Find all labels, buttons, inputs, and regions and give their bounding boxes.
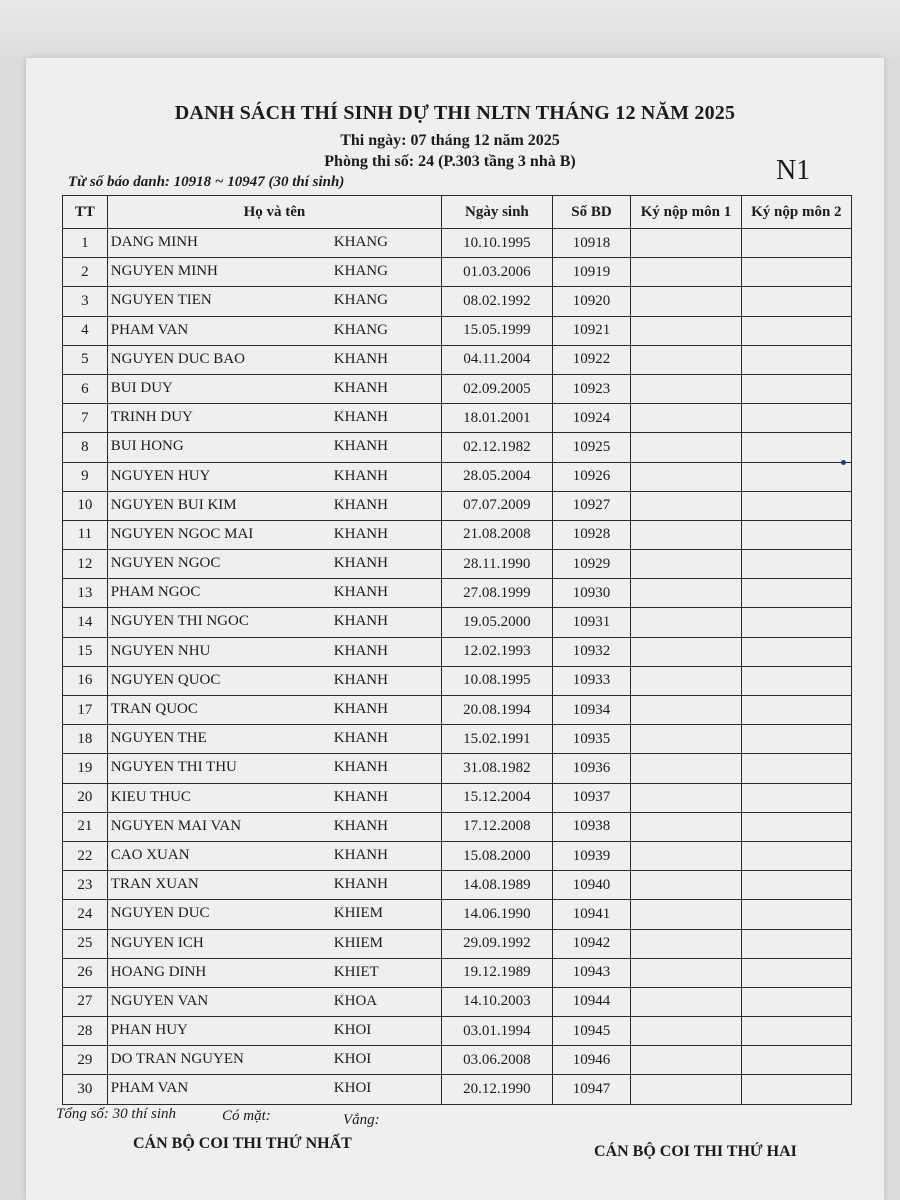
exam-date: Thi ngày: 07 tháng 12 năm 2025 (340, 132, 560, 149)
candidate-dob: 15.12.2004 (442, 783, 553, 812)
signature-cell-1[interactable] (631, 462, 741, 491)
candidate-number: 10942 (552, 929, 631, 958)
row-number: 10 (63, 491, 108, 520)
candidate-dob: 29.09.1992 (442, 929, 553, 958)
signature-cell-2[interactable] (741, 725, 851, 754)
table-row (63, 287, 852, 316)
candidate-given-name: KHANH (333, 467, 388, 484)
candidate-surname: NGUYEN NHU (110, 642, 211, 659)
candidate-name (107, 754, 441, 783)
candidate-number: 10941 (552, 900, 631, 929)
candidate-surname: DANG MINH (110, 234, 198, 250)
row-number: 15 (63, 637, 108, 666)
candidate-number: 10933 (552, 666, 631, 695)
candidate-number: 10940 (552, 871, 631, 900)
row-number: 23 (63, 871, 108, 900)
signature-cell-1[interactable] (631, 958, 741, 987)
row-number: 3 (63, 287, 108, 316)
row-number: 30 (63, 1075, 108, 1104)
candidate-number: 10935 (552, 725, 631, 754)
candidate-given-name: KHANG (333, 321, 388, 338)
table-row (63, 666, 852, 695)
candidate-name (107, 491, 441, 520)
candidate-surname: KIEU THUC (110, 788, 191, 805)
row-number: 2 (63, 258, 108, 287)
candidate-dob: 15.05.1999 (442, 316, 553, 345)
row-number: 26 (63, 958, 108, 987)
signature-cell-1[interactable] (631, 841, 741, 870)
candidate-dob: 10.08.1995 (442, 666, 553, 695)
candidate-surname: PHAN HUY (110, 1022, 188, 1039)
ink-dot (841, 460, 846, 465)
candidate-number: 10931 (552, 608, 631, 637)
candidate-name (107, 1017, 441, 1046)
signature-cell-2[interactable] (741, 316, 851, 345)
candidate-given-name: KHIET (333, 963, 379, 980)
candidate-number: 10930 (552, 579, 631, 608)
table-row (63, 1046, 852, 1075)
candidate-number: 10947 (552, 1075, 631, 1104)
signature-cell-1[interactable] (631, 433, 741, 462)
candidate-dob: 04.11.2004 (442, 345, 553, 374)
row-number: 6 (63, 374, 108, 403)
table-row (63, 316, 852, 345)
candidate-given-name: KHANH (333, 846, 388, 863)
candidate-dob: 28.05.2004 (442, 462, 553, 491)
candidate-dob: 07.07.2009 (442, 491, 553, 520)
signature-cell-2[interactable] (741, 608, 851, 637)
candidate-given-name: KHANH (333, 730, 388, 747)
candidate-given-name: KHANH (333, 876, 388, 893)
candidate-number: 10926 (552, 462, 631, 491)
table-row (63, 841, 852, 870)
candidate-surname: NGUYEN VAN (110, 992, 209, 1009)
row-number: 17 (63, 696, 108, 725)
row-number: 18 (63, 725, 108, 754)
candidate-surname: NGUYEN NGOC MAI (110, 525, 254, 542)
candidate-given-name: KHANH (333, 817, 388, 834)
candidate-name (107, 287, 441, 316)
candidate-name (107, 374, 441, 403)
signature-cell-1[interactable] (631, 1046, 741, 1075)
candidate-given-name: KHANG (333, 263, 388, 280)
candidate-name (107, 696, 441, 725)
candidate-name (107, 871, 441, 900)
signature-cell-1[interactable] (631, 550, 741, 579)
candidate-surname: NGUYEN BUI KIM (110, 496, 237, 513)
signature-cell-2[interactable] (741, 754, 851, 783)
candidate-surname: HOANG DINH (110, 963, 207, 980)
row-number: 22 (63, 841, 108, 870)
signature-cell-2[interactable] (741, 841, 851, 870)
row-number: 29 (63, 1046, 108, 1075)
table-header-row (63, 196, 852, 229)
signature-cell-1[interactable] (631, 1075, 741, 1104)
candidate-dob: 01.03.2006 (442, 258, 553, 287)
candidate-surname: PHAM VAN (110, 321, 189, 338)
column-header-sbd: Số BD (552, 196, 631, 229)
candidate-given-name: KHIEM (333, 905, 383, 922)
candidate-given-name: KHANH (333, 642, 388, 659)
candidate-dob: 03.06.2008 (442, 1046, 553, 1075)
candidate-given-name: KHOI (333, 1080, 372, 1097)
candidate-number: 10920 (552, 287, 631, 316)
candidate-dob: 19.05.2000 (442, 608, 553, 637)
signature-cell-2[interactable] (741, 1075, 851, 1104)
candidate-name (107, 404, 441, 433)
candidate-number: 10925 (552, 433, 631, 462)
candidate-name (107, 987, 441, 1016)
row-number: 20 (63, 783, 108, 812)
candidate-name (107, 229, 441, 258)
signature-cell-1[interactable] (631, 404, 741, 433)
table-row (63, 1075, 852, 1104)
candidate-surname: TRAN XUAN (110, 876, 199, 893)
candidate-dob: 02.12.1982 (442, 433, 553, 462)
candidate-surname: CAO XUAN (110, 846, 190, 863)
table-row (63, 1017, 852, 1046)
candidate-dob: 17.12.2008 (442, 812, 553, 841)
signature-cell-1[interactable] (631, 608, 741, 637)
candidate-name (107, 550, 441, 579)
signature-cell-1[interactable] (631, 783, 741, 812)
candidate-name (107, 316, 441, 345)
signature-cell-1[interactable] (631, 258, 741, 287)
candidate-number: 10919 (552, 258, 631, 287)
candidate-number: 10944 (552, 987, 631, 1016)
column-header-sign-2: Ký nộp môn 2 (741, 196, 851, 229)
candidate-given-name: KHANH (333, 350, 388, 367)
candidate-name (107, 258, 441, 287)
table-row (63, 637, 852, 666)
candidate-name (107, 462, 441, 491)
candidate-given-name: KHANH (333, 525, 388, 542)
row-number: 14 (63, 608, 108, 637)
candidate-name (107, 841, 441, 870)
candidate-name (107, 1046, 441, 1075)
candidate-surname: PHAM VAN (110, 1080, 189, 1097)
signature-cell-1[interactable] (631, 316, 741, 345)
candidate-dob: 18.01.2001 (442, 404, 553, 433)
candidate-surname: NGUYEN TIEN (110, 292, 212, 309)
candidate-name (107, 900, 441, 929)
candidate-dob: 10.10.1995 (442, 229, 553, 258)
proctor-2-signature-label: CÁN BỘ COI THI THỨ HAI (594, 1143, 797, 1160)
total-count: Tổng số: 30 thí sinh (56, 1106, 177, 1122)
table-row (63, 404, 852, 433)
signature-cell-2[interactable] (741, 666, 851, 695)
candidate-surname: NGUYEN THI THU (110, 759, 237, 776)
candidate-given-name: KHANH (333, 788, 388, 805)
signature-cell-2[interactable] (741, 900, 851, 929)
candidate-number: 10938 (552, 812, 631, 841)
column-header-sign-1: Ký nộp môn 1 (631, 196, 741, 229)
signature-cell-1[interactable] (631, 929, 741, 958)
candidate-name (107, 929, 441, 958)
candidate-given-name: KHANH (333, 496, 388, 513)
candidate-given-name: KHANH (333, 379, 388, 396)
candidate-surname: BUI DUY (110, 379, 173, 396)
table-row (63, 229, 852, 258)
column-header-dob: Ngày sinh (442, 196, 553, 229)
candidate-name (107, 725, 441, 754)
candidate-name (107, 783, 441, 812)
candidate-dob: 27.08.1999 (442, 579, 553, 608)
table-row (63, 462, 852, 491)
candidate-number: 10946 (552, 1046, 631, 1075)
candidate-surname: NGUYEN THE (110, 730, 207, 747)
row-number: 25 (63, 929, 108, 958)
candidate-dob: 14.10.2003 (442, 987, 553, 1016)
signature-cell-2[interactable] (741, 520, 851, 549)
candidate-name (107, 637, 441, 666)
candidate-surname: NGUYEN ICH (110, 934, 204, 951)
candidate-dob: 08.02.1992 (442, 287, 553, 316)
signature-cell-2[interactable] (741, 491, 851, 520)
document-title: DANH SÁCH THÍ SINH DỰ THI NLTN THÁNG 12 NĂM 2025 (174, 102, 736, 124)
candidate-table (62, 195, 852, 1105)
candidate-given-name: KHANG (333, 292, 388, 309)
column-header-tt: TT (63, 196, 108, 229)
row-number: 7 (63, 404, 108, 433)
signature-cell-1[interactable] (631, 491, 741, 520)
candidate-dob: 21.08.2008 (442, 520, 553, 549)
signature-cell-2[interactable] (741, 812, 851, 841)
table-row (63, 871, 852, 900)
candidate-number: 10945 (552, 1017, 631, 1046)
signature-cell-2[interactable] (741, 287, 851, 316)
signature-cell-1[interactable] (631, 754, 741, 783)
table-row (63, 958, 852, 987)
signature-cell-2[interactable] (741, 550, 851, 579)
candidate-name (107, 958, 441, 987)
candidate-number: 10923 (552, 374, 631, 403)
table-row (63, 550, 852, 579)
signature-cell-2[interactable] (741, 871, 851, 900)
candidate-dob: 12.02.1993 (442, 637, 553, 666)
signature-cell-1[interactable] (631, 579, 741, 608)
signature-cell-2[interactable] (741, 1046, 851, 1075)
row-number: 24 (63, 900, 108, 929)
signature-cell-1[interactable] (631, 987, 741, 1016)
signature-cell-2[interactable] (741, 345, 851, 374)
candidate-dob: 03.01.1994 (442, 1017, 553, 1046)
signature-cell-2[interactable] (741, 258, 851, 287)
candidate-number: 10936 (552, 754, 631, 783)
signature-cell-2[interactable] (741, 987, 851, 1016)
candidate-surname: NGUYEN QUOC (110, 671, 221, 688)
row-number: 11 (63, 520, 108, 549)
candidate-dob: 14.06.1990 (442, 900, 553, 929)
signature-cell-2[interactable] (741, 404, 851, 433)
background-surface (0, 0, 900, 58)
candidate-surname: NGUYEN DUC BAO (110, 350, 245, 367)
candidate-dob: 14.08.1989 (442, 871, 553, 900)
candidate-number: 10929 (552, 550, 631, 579)
column-header-name: Họ và tên (107, 196, 441, 229)
row-number: 16 (63, 666, 108, 695)
candidate-number: 10934 (552, 696, 631, 725)
table-row (63, 900, 852, 929)
signature-cell-1[interactable] (631, 374, 741, 403)
candidate-given-name: KHOA (333, 992, 378, 1009)
candidate-name (107, 345, 441, 374)
row-number: 5 (63, 345, 108, 374)
signature-cell-2[interactable] (741, 958, 851, 987)
candidate-surname: TRAN QUOC (110, 701, 198, 717)
candidate-given-name: KHANH (333, 438, 388, 455)
signature-cell-1[interactable] (631, 345, 741, 374)
table-row (63, 783, 852, 812)
row-number: 19 (63, 754, 108, 783)
candidate-name (107, 1075, 441, 1104)
candidate-dob: 20.08.1994 (442, 696, 553, 725)
row-number: 27 (63, 987, 108, 1016)
signature-cell-2[interactable] (741, 696, 851, 725)
candidate-number: 10932 (552, 637, 631, 666)
signature-cell-1[interactable] (631, 1017, 741, 1046)
exam-room: Phòng thi số: 24 (P.303 tầng 3 nhà B) (324, 153, 576, 170)
candidate-name (107, 520, 441, 549)
candidate-dob: 19.12.1989 (442, 958, 553, 987)
signature-cell-2[interactable] (741, 1017, 851, 1046)
candidate-surname: NGUYEN NGOC (110, 555, 221, 572)
candidate-surname: NGUYEN MAI VAN (110, 817, 242, 834)
candidate-dob: 31.08.1982 (442, 754, 553, 783)
candidate-surname: NGUYEN HUY (110, 467, 211, 484)
candidate-given-name: KHIEM (333, 934, 383, 951)
candidate-given-name: KHANH (333, 671, 388, 688)
signature-cell-1[interactable] (631, 637, 741, 666)
row-number: 8 (63, 433, 108, 462)
row-number: 1 (63, 229, 108, 258)
candidate-dob: 20.12.1990 (442, 1075, 553, 1104)
candidate-surname: NGUYEN MINH (110, 263, 218, 280)
candidate-given-name: KHANH (333, 701, 388, 717)
candidate-name (107, 579, 441, 608)
signature-cell-1[interactable] (631, 900, 741, 929)
candidate-surname: BUI HONG (110, 438, 184, 455)
candidate-given-name: KHANH (333, 759, 388, 776)
candidate-surname: PHAM NGOC (110, 584, 201, 601)
candidate-surname: NGUYEN DUC (110, 905, 210, 922)
candidate-given-name: KHANH (333, 584, 388, 601)
row-number: 12 (63, 550, 108, 579)
signature-cell-1[interactable] (631, 287, 741, 316)
candidate-number: 10927 (552, 491, 631, 520)
signature-cell-2[interactable] (741, 929, 851, 958)
signature-cell-1[interactable] (631, 520, 741, 549)
signature-cell-2[interactable] (741, 462, 851, 491)
candidate-dob: 15.02.1991 (442, 725, 553, 754)
signature-cell-2[interactable] (741, 783, 851, 812)
candidate-number: 10939 (552, 841, 631, 870)
candidate-given-name: KHOI (333, 1022, 372, 1039)
table-row (63, 608, 852, 637)
candidate-given-name: KHANG (333, 234, 388, 250)
signature-cell-2[interactable] (741, 374, 851, 403)
signature-cell-2[interactable] (741, 579, 851, 608)
table-row (63, 258, 852, 287)
row-number: 13 (63, 579, 108, 608)
table-row (63, 812, 852, 841)
row-number: 28 (63, 1017, 108, 1046)
candidate-given-name: KHANH (333, 409, 388, 426)
candidate-given-name: KHANH (333, 555, 388, 572)
signature-cell-1[interactable] (631, 229, 741, 258)
signature-cell-1[interactable] (631, 696, 741, 725)
table-row (63, 929, 852, 958)
table-row (63, 987, 852, 1016)
candidate-name (107, 812, 441, 841)
signature-cell-2[interactable] (741, 637, 851, 666)
table-row (63, 491, 852, 520)
candidate-number: 10918 (552, 229, 631, 258)
row-number: 4 (63, 316, 108, 345)
row-number: 9 (63, 462, 108, 491)
table-row (63, 520, 852, 549)
candidate-surname: TRINH DUY (110, 409, 193, 426)
candidate-surname: DO TRAN NGUYEN (110, 1051, 244, 1068)
signature-cell-1[interactable] (631, 871, 741, 900)
candidate-name (107, 433, 441, 462)
signature-cell-1[interactable] (631, 666, 741, 695)
table-row (63, 579, 852, 608)
table-row (63, 725, 852, 754)
signature-cell-1[interactable] (631, 812, 741, 841)
table-body (63, 229, 852, 1105)
signature-cell-2[interactable] (741, 433, 851, 462)
table-row (63, 696, 852, 725)
candidate-number: 10921 (552, 316, 631, 345)
candidate-number-range: Từ số báo danh: 10918 ~ 10947 (30 thí sinh) (68, 174, 345, 190)
table-row (63, 345, 852, 374)
room-code-label: N1 (776, 155, 811, 186)
present-label: Có mặt: (222, 1108, 271, 1124)
candidate-name (107, 666, 441, 695)
candidate-dob: 15.08.2000 (442, 841, 553, 870)
table-row (63, 433, 852, 462)
table-row (63, 374, 852, 403)
signature-cell-2[interactable] (741, 229, 851, 258)
candidate-number: 10937 (552, 783, 631, 812)
candidate-number: 10922 (552, 345, 631, 374)
candidate-surname: NGUYEN THI NGOC (110, 613, 249, 630)
candidate-dob: 28.11.1990 (442, 550, 553, 579)
candidate-number: 10928 (552, 520, 631, 549)
table-row (63, 754, 852, 783)
candidate-given-name: KHOI (333, 1051, 372, 1068)
candidate-dob: 02.09.2005 (442, 374, 553, 403)
candidate-given-name: KHANH (333, 613, 388, 630)
signature-cell-1[interactable] (631, 725, 741, 754)
row-number: 21 (63, 812, 108, 841)
candidate-number: 10943 (552, 958, 631, 987)
candidate-number: 10924 (552, 404, 631, 433)
proctor-1-signature-label: CÁN BỘ COI THI THỨ NHẤT (133, 1135, 352, 1152)
absent-label: Vắng: (343, 1112, 380, 1128)
candidate-name (107, 608, 441, 637)
